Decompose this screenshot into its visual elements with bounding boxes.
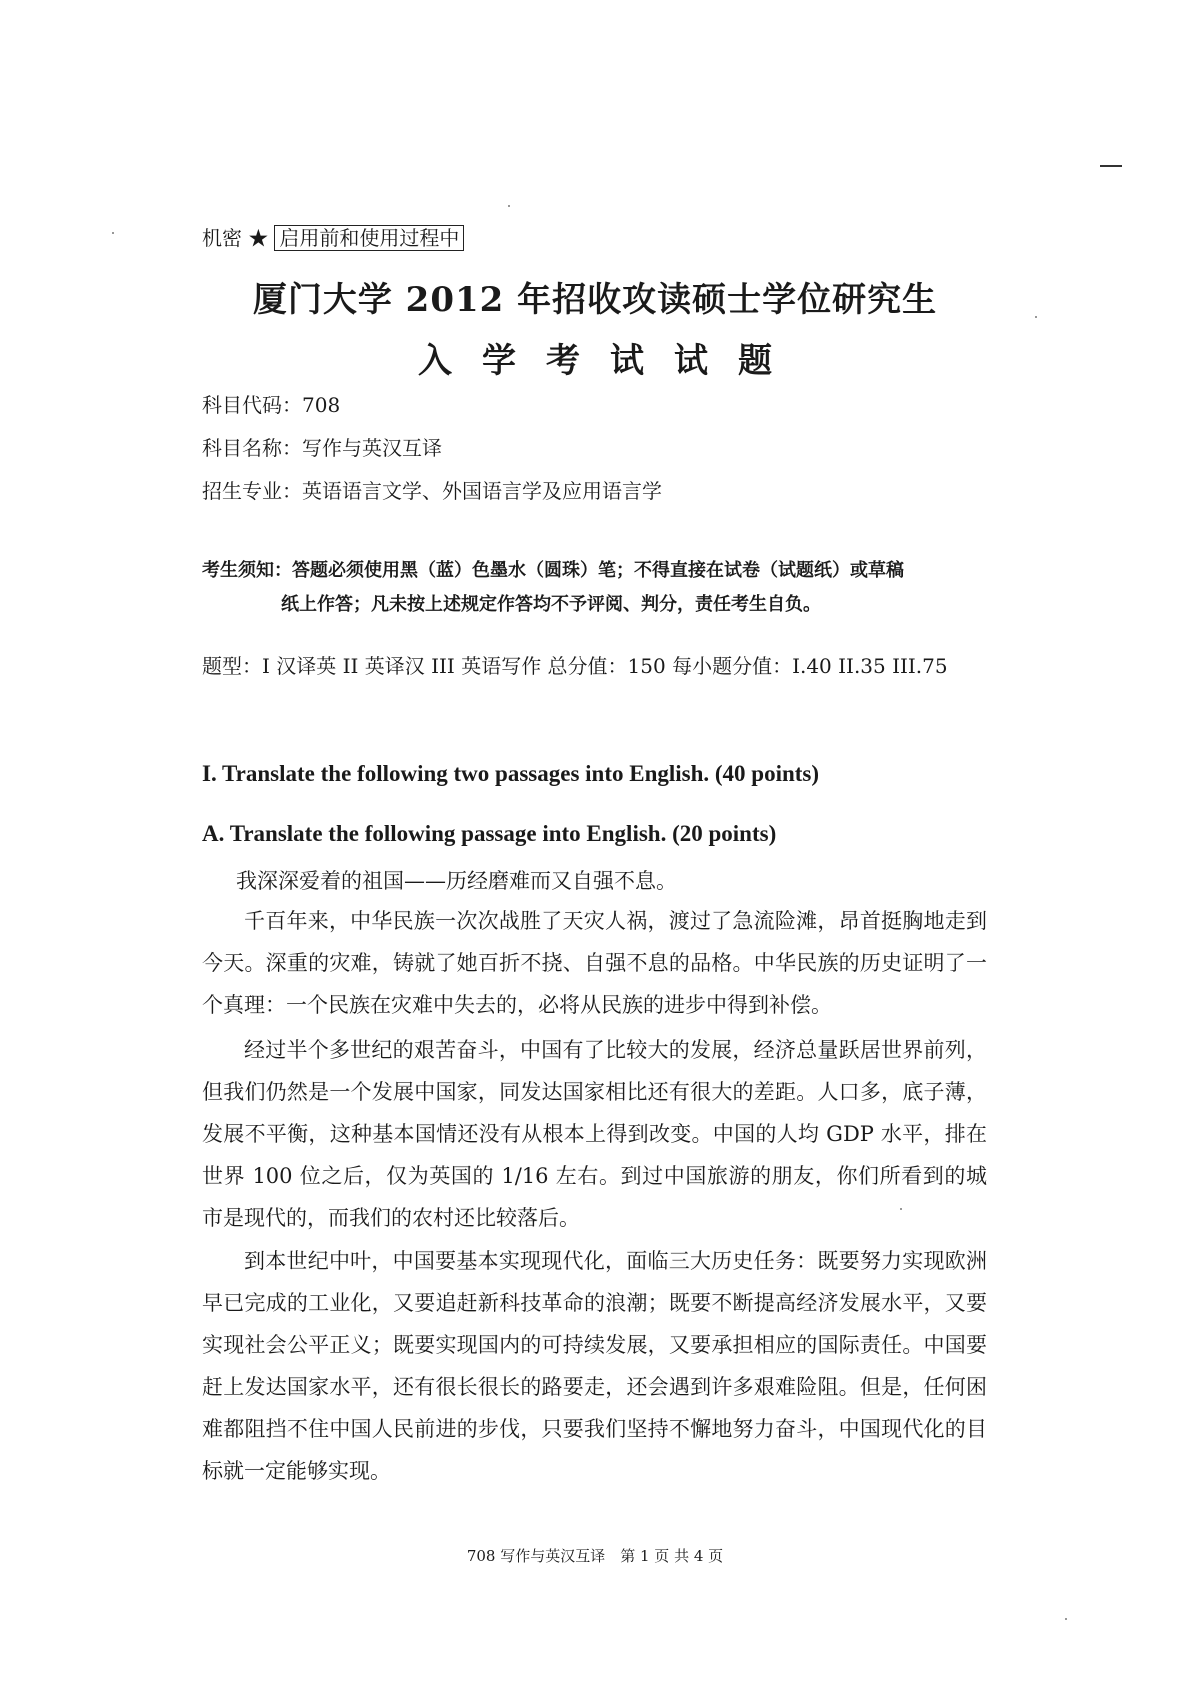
passage-paragraph: 千百年来，中华民族一次次战胜了天灾人祸，渡过了急流险滩，昂首挺胸地走到今天。深重的灾难，铸就了她百折不挠、自强不息的品格。中华民族的历史证明了一个真理：一个民族在灾难中失去的，必将从民族的进步中得到补偿。 (202, 909, 987, 1017)
section-heading: I. Translate the following two passages into English. (40 points) (202, 761, 820, 786)
passage-paragraph: 我深深爱着的祖国——历经磨难而又自强不息。 (236, 869, 677, 893)
scan-mark (1100, 165, 1122, 167)
passage-paragraph: 到本世纪中叶，中国要基本实现现代化，面临三大历史任务：既要努力实现欧洲早已完成的工业化，又要追赶新科技革命的浪潮；既要不断提高经济发展水平，又要实现社会公平正义；既要实现国内的可持续发展，又要承担相应的国际责任。中国要赶上发达国家水平，还有很长很长的路要走，还会遇到许多艰难险阻。但是，任何困难都阻挡不住中国人民前进的步伐，只要我们坚持不懈地努力奋斗，中国现代化的目标就一定能够实现。 (202, 1249, 987, 1483)
subject-code: 科目代码：708 (202, 393, 341, 417)
confidential-label (202, 222, 464, 251)
secret-text: 机密 ★ (202, 226, 269, 250)
page-title: 厦门大学 2012 年招收攻读硕士学位研究生 (252, 280, 938, 320)
passage-paragraph: 经过半个多世纪的艰苦奋斗，中国有了比较大的发展，经济总量跃居世界前列，但我们仍然是一个发展中国家，同发达国家相比还有很大的差距。人口多，底子薄，发展不平衡，这种基本国情还没有从根本上得到改变。中国的人均 GDP 水平，排在世界 100 位之后，仅为英国的 1/16 左右。到过中国旅游的朋友，你们所看到的城市是现代的，而我们的农村还比较落后。 (202, 1038, 987, 1230)
scan-speck (1065, 1618, 1067, 1620)
subject-major: 招生专业：英语语言文学、外国语言学及应用语言学 (202, 479, 662, 503)
secret-box: 启用前和使用过程中 (274, 225, 464, 251)
question-types: 题型：I 汉译英 II 英译汉 III 英语写作 总分值：150 每小题分值：I.40 II.35 III.75 (202, 654, 948, 678)
part-a-heading: A. Translate the following passage into English. (20 points) (202, 821, 777, 846)
page-subtitle: 入学考试试题 (418, 341, 802, 381)
exam-notice-line1: 考生须知：答题必须使用黑（蓝）色墨水（圆珠）笔；不得直接在试卷（试题纸）或草稿 (202, 560, 904, 581)
subject-name: 科目名称：写作与英汉互译 (202, 436, 442, 460)
exam-notice-line2: 纸上作答；凡未按上述规定作答均不予评阅、判分，责任考生自负。 (281, 594, 821, 615)
scan-speck (112, 232, 114, 234)
scan-speck (508, 205, 510, 207)
page-footer: 708 写作与英汉互译 第 1 页 共 4 页 (466, 1547, 724, 1565)
